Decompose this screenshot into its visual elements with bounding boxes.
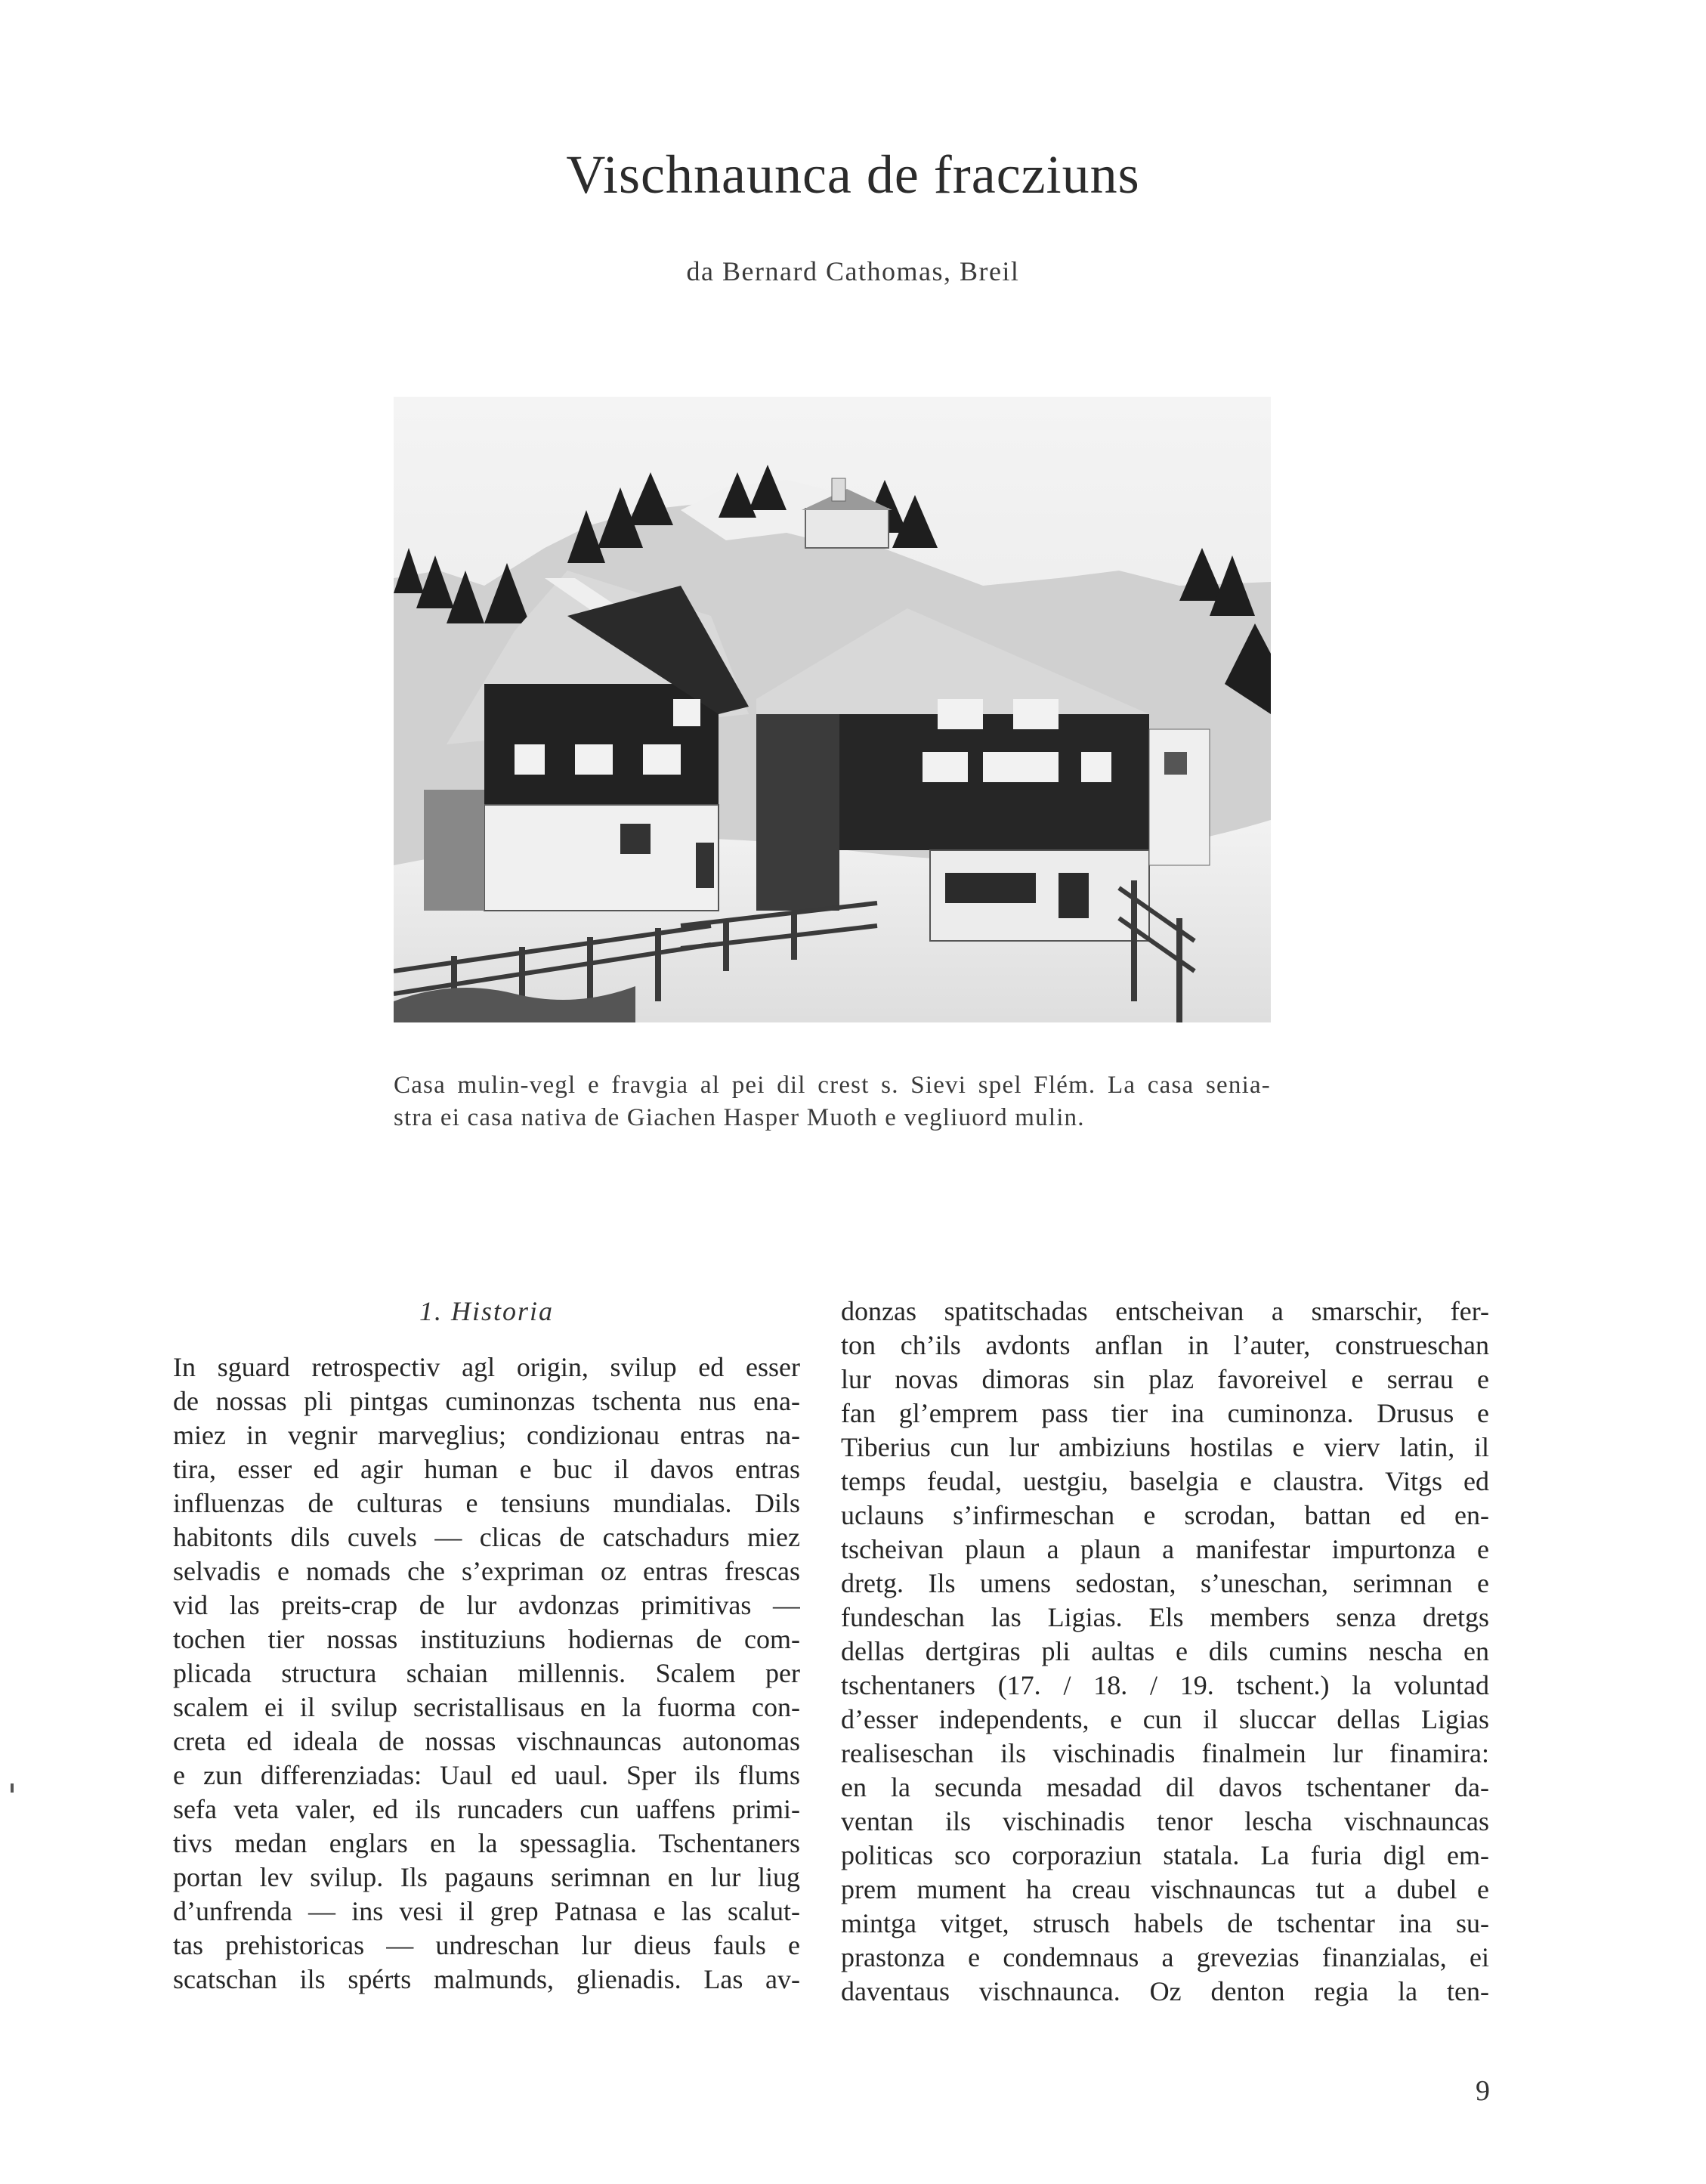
text-line: portan lev svilup. Ils pagauns serimnan en lur liug bbox=[173, 1862, 800, 1892]
text-line: realiseschan ils vischinadis finalmein lur finamira: bbox=[841, 1738, 1489, 1768]
text-column-left bbox=[173, 1295, 800, 1997]
section-heading: 1. Historia bbox=[419, 1296, 555, 1326]
caption-line: stra ei casa nativa de Giachen Hasper Muoth e vegliuord mulin. bbox=[394, 1104, 1085, 1131]
text-line: tas prehistoricas — undreschan lur dieus fauls e bbox=[173, 1930, 800, 1960]
text-line: In sguard retrospectiv agl origin, svilup ed esser bbox=[173, 1352, 800, 1382]
text-line: tivs medan englars en la spessaglia. Tschentaners bbox=[173, 1828, 800, 1858]
text-line: tscheivan plaun a plaun a manifestar impurtonza e bbox=[841, 1534, 1489, 1564]
text-line: daventaus vischnaunca. Oz denton regia la ten- bbox=[841, 1976, 1489, 2006]
text-line: de nossas pli pintgas cuminonzas tschenta nus ena- bbox=[173, 1386, 800, 1416]
text-line: creta ed ideala de nossas vischnauncas autonomas bbox=[173, 1726, 800, 1756]
text-line: plicada structura schaian millennis. Scalem per bbox=[173, 1658, 800, 1688]
text-line: donzas spatitschadas entscheivan a smarschir, fer- bbox=[841, 1296, 1489, 1326]
text-line: fundeschan las Ligias. Els members senza dretgs bbox=[841, 1602, 1489, 1632]
text-line: lur novas dimoras sin plaz favoreivel e serrau e bbox=[841, 1364, 1489, 1394]
text-line: scalem ei il svilup secristallisaus en la fuorma con- bbox=[173, 1692, 800, 1722]
figure-caption bbox=[394, 1069, 1271, 1134]
text-line: scatschan ils spérts malmunds, glienadis. Las av- bbox=[173, 1964, 800, 1994]
text-line: d’esser independents, e cun il sluccar dellas Ligias bbox=[841, 1704, 1489, 1734]
text-line: mintga vitget, strusch habels de tschentar ina su- bbox=[841, 1908, 1489, 1938]
text-line: tschentaners (17. / 18. / 19. tschent.) la voluntad bbox=[841, 1670, 1489, 1700]
text-line: en la secunda mesadad dil davos tschentaner da- bbox=[841, 1772, 1489, 1802]
article-title: Vischnaunca de fracziuns bbox=[566, 144, 1140, 205]
text-line: selvadis e nomads che s’expriman oz entras frescas bbox=[173, 1556, 800, 1586]
text-line: ventan ils vischinadis tenor lescha vischnauncas bbox=[841, 1806, 1489, 1836]
left-column-body bbox=[173, 1350, 800, 1997]
text-line: e zun differenziadas: Uaul ed uaul. Sper ils flums bbox=[173, 1760, 800, 1790]
text-line: influenzas de culturas e tensiuns mundialas. Dils bbox=[173, 1488, 800, 1518]
text-line: fan gl’emprem pass tier ina cuminonza. Drusus e bbox=[841, 1398, 1489, 1428]
text-line: dretg. Ils umens sedostan, s’uneschan, serimnan e bbox=[841, 1568, 1489, 1598]
text-line: sefa veta valer, ed ils runcaders cun uaffens primi- bbox=[173, 1794, 800, 1824]
text-line: Tiberius cun lur ambiziuns hostilas e vierv latin, il bbox=[841, 1432, 1489, 1462]
text-line: miez in vegnir marveglius; condizionau entras na- bbox=[173, 1420, 800, 1450]
text-line: tochen tier nossas instituziuns hodiernas de com- bbox=[173, 1624, 800, 1654]
text-line: tira, esser ed agir human e buc il davos entras bbox=[173, 1454, 800, 1484]
text-line: ton ch’ils avdonts anflan in l’auter, construeschan bbox=[841, 1330, 1489, 1360]
text-line: habitonts dils cuvels — clicas de catschadurs miez bbox=[173, 1522, 800, 1552]
margin-mark bbox=[11, 1783, 14, 1793]
text-line: prem mument ha creau vischnauncas tut a dubel e bbox=[841, 1874, 1489, 1904]
photograph-mill-house bbox=[394, 397, 1271, 1022]
caption-line: Casa mulin-vegl e fravgia al pei dil crest s. Sievi spel Flém. La casa senia- bbox=[394, 1072, 1271, 1099]
text-line: temps feudal, uestgiu, baselgia e claustra. Vitgs ed bbox=[841, 1466, 1489, 1496]
text-column-right bbox=[841, 1295, 1489, 2009]
text-line: prastonza e condemnaus a grevezias finanzialas, ei bbox=[841, 1942, 1489, 1972]
article-byline: da Bernard Cathomas, Breil bbox=[686, 256, 1020, 286]
text-line: vid las preits-crap de lur avdonzas primitivas — bbox=[173, 1590, 800, 1620]
text-line: uclauns s’infirmeschan e scrodan, battan ed en- bbox=[841, 1500, 1489, 1530]
right-column-body bbox=[841, 1295, 1489, 2009]
page-number: 9 bbox=[1476, 2075, 1490, 2107]
text-line: dellas dertgiras pli aultas e dils cumins nescha en bbox=[841, 1636, 1489, 1666]
text-line: politicas sco corporaziun statala. La furia digl em- bbox=[841, 1840, 1489, 1870]
text-line: d’unfrenda — ins vesi il grep Patnasa e las scalut- bbox=[173, 1896, 800, 1926]
